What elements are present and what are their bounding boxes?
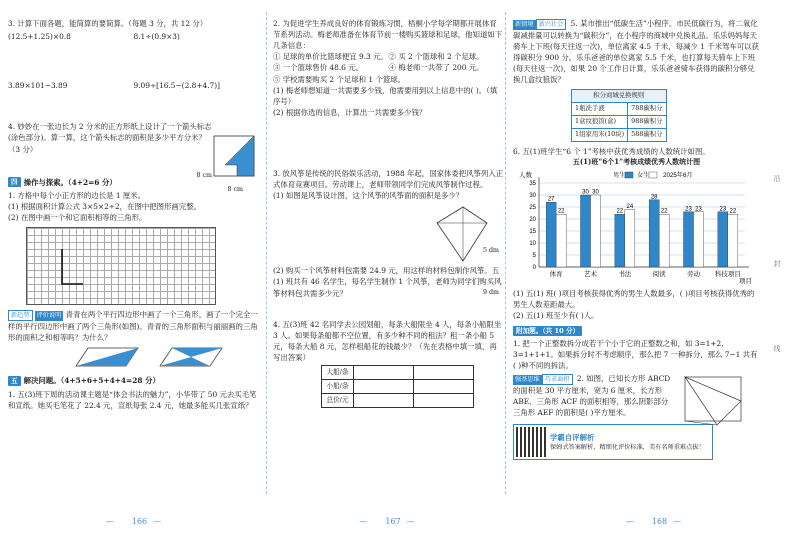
data-label-girls: 23 (695, 206, 702, 213)
cell[interactable] (414, 366, 474, 380)
p2-question-3 (273, 168, 504, 299)
points-table-title: 积分商城兑换规则 (572, 89, 667, 102)
bar-girls-1 (591, 195, 601, 267)
page-166 (0, 0, 267, 542)
y-tick-label: 0 (532, 265, 536, 272)
p3-q6b: (2) 五(1) 班至少有( )人。 (513, 311, 599, 321)
page-number-166: — 166 — (0, 516, 267, 528)
s4-q2 (8, 309, 259, 343)
boat-table (321, 365, 474, 408)
square-grid[interactable] (26, 227, 216, 305)
kite-label-5dm: 5 dm (483, 246, 500, 254)
info-3: ③ 一个篮球售价 48.6 元。 (273, 63, 364, 73)
bar-boys-0 (546, 202, 556, 267)
data-label-boys: 30 (582, 189, 589, 196)
points-value: 588碳积分 (628, 128, 666, 141)
x-tick-label: 科技项目 (714, 270, 741, 279)
data-label-girls: 24 (626, 204, 634, 211)
bar-boys-3 (649, 200, 659, 267)
y-tick-label: 10 (529, 241, 536, 248)
y-axis-label: 人数 (519, 172, 532, 180)
qr-title: 学霸自评解析 (550, 433, 595, 443)
points-item: 1盒纹狼饭(盒) (572, 115, 628, 128)
page-168 (507, 0, 800, 542)
bar-boys-2 (615, 214, 625, 267)
p3-q6-text: 6. 五(1)班学生“6 个 1”考核中获优秀成绩的人数统计如图。 (513, 146, 710, 156)
p2-q3b: (2) 购买一个风筝材料包需要 24.9 元，用这样的材料包制作风筝。五(1) 班共有 46 名学生，每名学生制作 1 个风筝，老师为同学们购买风筝材料包共需多少元？ (273, 266, 502, 298)
legend-girls-swatch (649, 172, 657, 178)
p2-q2-text: 2. 为促进学生养成良好的体育锻炼习惯，梧桐小学每学期都开展体育节系列活动。梅老师准备在体育节前一楼购买篮球和足球，他知道如下几条信息： (273, 19, 503, 51)
add-q1: 1. 把一个正整数拆分成若干个小于它的正整数之和，如 3=1+2, 3=1+1+1。如果拆分时不考虑顺序，那么把 7 一种拆分，那么 7−1 共有( )种不同的拆法。 (513, 338, 758, 370)
data-label-boys: 22 (616, 208, 624, 215)
question-3-calc (8, 18, 259, 91)
section-5-badge: 五 (8, 376, 21, 386)
x-tick-label: 阅读 (652, 270, 666, 279)
section-5-header (8, 375, 259, 386)
chart-title: 五(1)班“6个1”考核成绩优秀人数统计图 (572, 156, 701, 166)
section-4-title: 操作与探索。（4+2=6 分） (23, 177, 117, 187)
page-number-168: — 168 — (507, 516, 800, 528)
q5-tag-context: 新情境 (515, 21, 534, 28)
cell[interactable] (414, 394, 474, 408)
side-mark-1: 沿 (773, 175, 781, 182)
s5-q1: 1. 五(3)班下周的活动课主题是“体会书法的魅力”，小华带了 50 元去买毛笔和宣纸。她买毛笔花了 22.4 元，宣纸每张 2.4 元，她最多能买几张宣纸？ (8, 389, 257, 410)
y-tick-label: 5 (532, 253, 536, 260)
q3-title: 3. 计算下面各题，能简算的要简算。（每题 3 分，共 12 分） (8, 19, 208, 28)
y-tick-label: 15 (529, 229, 536, 236)
bar-boys-4 (684, 212, 694, 267)
calc-item-4: 9.09÷[16.5−(2.8+4.7)] (133, 81, 221, 91)
bar-girls-2 (625, 210, 635, 268)
p3-q5-text: 5. 某市推出“低碳生活”小程序。市民低碳行为，将二氧化碳减排量可以转换为“碳积分”，在小程序的商城中兑换礼品。乐乐妈妈每天骑车上下班(每天往返一次)，单位离家 4.5 千米，每减少 1 千米驾车可以获得碳积分 900 分。乐乐爸爸的单位离家 5.5 千米，也打算每天骑车上下班(每天往返一次)，如果 20 个工作日计算，乐乐爸爸骑车获得的碳积分够兑换几盒纹狼饭？ (513, 19, 759, 85)
page-number-167: — 167 — (267, 516, 507, 528)
add-q2-tag1: 强基思维 (515, 375, 540, 383)
x-tick-label: 劳动 (687, 270, 700, 279)
s4-q1a: (1) 根据面积计算公式 3×5×2÷2，在图中把图形画完整。 (8, 201, 201, 211)
points-value: 988碳积分 (628, 115, 666, 128)
p2-question-2 (273, 18, 504, 118)
data-label-girls: 22 (660, 208, 668, 215)
page-167 (267, 0, 507, 542)
y-tick-label: 35 (529, 181, 536, 188)
s4-q1: 1. 方格中每个小正方形的边长是 1 厘米。 (8, 190, 146, 200)
legend-boys-label: 男生 (613, 172, 626, 180)
legend-girls-label: 女生 (637, 172, 650, 180)
data-label-boys: 28 (650, 194, 658, 201)
p2-q3a: (1) 如图是风筝设计图，这个风筝的风筝面的面积是多少？ (273, 191, 464, 201)
legend-date: 2025年6月 (663, 172, 693, 180)
p2-q2b: (2) 根据你选的信息，计算出一共需要多少钱？ (273, 107, 427, 117)
data-label-girls: 30 (592, 189, 599, 196)
data-label-boys: 27 (547, 196, 555, 203)
p2-q3-text: 3. 放风筝是传统的民俗娱乐活动，1988 年起，国家体委把风筝列入正式体育竞赛项目。劳动课上，老师带领同学们完成风筝制作过程。 (273, 168, 504, 190)
cell[interactable] (354, 380, 414, 394)
bar-boys-1 (581, 195, 591, 267)
calc-item-2: 8.1÷(0.9×3) (133, 32, 180, 42)
kite-figure (423, 203, 503, 265)
parallelogram-figures (68, 346, 228, 368)
section-5-title: 解决问题。（4+5+6+5+4+4=28 分） (23, 376, 160, 386)
boat-row-small: 小船/条 (322, 380, 354, 394)
points-item: 1瓶洗手液 (572, 102, 628, 115)
info-4: ④ 梅老师一共带了 200 元。 (388, 63, 484, 73)
x-tick-label: 艺术 (584, 270, 597, 279)
boat-row-total: 总价/元 (322, 394, 354, 408)
calc-item-3: 3.89×101−3.89 (8, 81, 68, 91)
side-mark-2: 封 (773, 260, 781, 267)
bar-girls-4 (694, 212, 704, 267)
points-item: 1组家用米(10块) (572, 128, 628, 141)
legend-boys-swatch (625, 172, 633, 178)
q4-text: 4. 妙妙在一张边长为 2 分米的正方形纸上设计了一个箭头标志(涂色部分)。算一算，这个箭头标志的面积是多少平方分米？（3 分） (8, 122, 212, 154)
p2-q4-text: 4. 五(3)班 42 名同学去公园划船，每条大船限坐 4 人，每条小船限坐 3 人。如果每条船都不空位置，有多少种不同的租法？租一条小船 5 元，每条大船 8 元，怎样租船花的钱最少？（先在表格中填一填，再写出答案） (273, 319, 502, 362)
p3-question-6 (513, 146, 760, 322)
p3-question-5 (513, 18, 760, 142)
info-5: ⑤ 学校需要购买 2 个足球和 1 个篮球。 (273, 74, 406, 84)
bar-boys-5 (718, 212, 728, 267)
qr-code-icon (516, 427, 546, 457)
qr-text: 保姆式答案解析，精细化评价标准，美有名师重难点拔！ (550, 444, 705, 452)
x-tick-label: 体育 (549, 270, 563, 279)
s4-q1b: (2) 在图中画一个和它面积相等的三角形。 (8, 212, 147, 222)
boat-row-big: 大船/条 (322, 366, 354, 380)
info-1: ① 足球的单价比篮球便宜 9.3 元。 (273, 52, 388, 62)
grid-shape (27, 228, 217, 306)
label-8cm-a: 8 cm (196, 172, 212, 180)
info-2: ② 买 2 个篮球和 2 个足球。 (388, 52, 484, 62)
s4-q2-tag-trend: 新趋势 (8, 310, 33, 321)
data-label-girls: 22 (557, 208, 565, 215)
divider-2 (505, 12, 506, 494)
add-q2-text: 2. 如图，已知长方形 ABCD 的面积是 30 平方厘米，宽为 6 厘米，长方形 ABE、三角形 ACF 的面积相等，那么阴影部分三角形 AEF 的面积是( )平方厘米。 (513, 373, 671, 418)
rectangle-figure (681, 373, 753, 433)
cell[interactable] (354, 366, 414, 380)
p2-question-4 (273, 319, 504, 408)
data-label-girls: 22 (729, 208, 737, 215)
y-tick-label: 30 (529, 193, 536, 200)
points-value: 788碳积分 (628, 102, 666, 115)
p3-q6a: (1) 五(1) 班( )项目考核获得优秀的男生人数最多，( )项目考核获得优秀的男生人数差距最大。 (513, 289, 755, 310)
p2-q2a: (1) 梅老师想知道一共需要多少钱，他需要用到以上信息中的( )。（填序号） (273, 85, 498, 106)
kite-label-9dm: 9 dm (483, 288, 500, 296)
arrow-figure (213, 135, 259, 185)
bar-girls-5 (728, 214, 738, 267)
y-tick-label: 25 (529, 205, 536, 212)
bar-girls-0 (556, 214, 566, 267)
cell[interactable] (354, 394, 414, 408)
add-q2-tag2: 巧求面积 (542, 374, 573, 385)
data-label-boys: 23 (719, 206, 727, 213)
s4-q2-text: 青青在两个平行四边形中画了一个三角形，画了一个完全一样的平行四边形中画了两个三角形(如图)。青青的三角形面积与丽丽画的三角形的面积之和相等吗？为什么？ (8, 310, 258, 343)
additional-header (513, 326, 760, 336)
bar-girls-3 (659, 214, 669, 267)
s4-q2-tag-eval: 评价说明 (36, 312, 62, 320)
x-tick-label: 书法 (618, 270, 632, 279)
points-table (571, 89, 667, 142)
section-4-badge: 四 (8, 177, 21, 187)
side-mark-3: 线 (773, 345, 781, 352)
add-q2 (513, 373, 760, 460)
y-tick-label: 20 (529, 217, 536, 224)
label-8cm-b: 8 cm (227, 186, 243, 194)
x-axis-label: 项目 (739, 278, 752, 286)
bar-chart (513, 167, 753, 285)
q5-tag-society: 新兴社会 (536, 19, 567, 30)
additional-title: 附加题。（共 10 分） (513, 326, 582, 336)
data-label-boys: 23 (685, 206, 692, 213)
calc-item-1: (12.5+1.25)×0.8 (8, 32, 71, 42)
cell[interactable] (414, 380, 474, 394)
